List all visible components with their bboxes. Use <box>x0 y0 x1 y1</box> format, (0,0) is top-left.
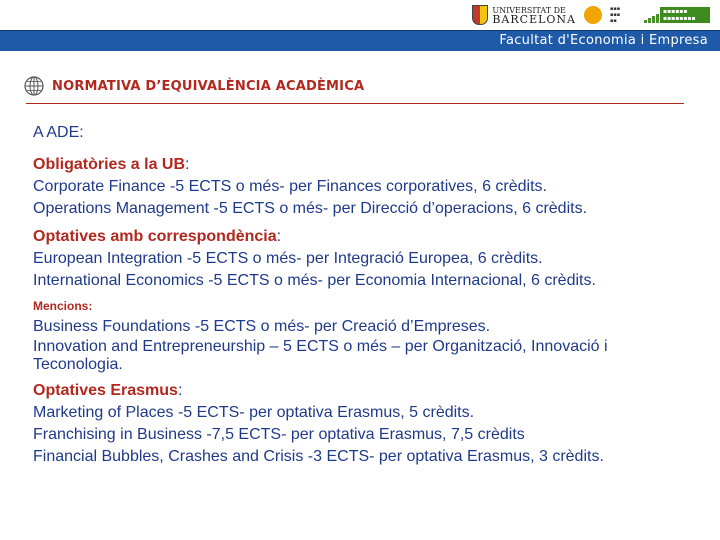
partner-circle-logo-icon <box>584 6 602 24</box>
group-heading-optatives: Optatives amb correspondència: <box>33 228 282 245</box>
main-content <box>33 122 693 468</box>
list-item: Corporate Finance -5 ECTS o més- per Finances corporatives, 6 crèdits. <box>33 178 547 195</box>
section-title-row <box>24 76 364 96</box>
list-item: International Economics -5 ECTS o més- per Economia Internacional, 6 crèdits. <box>33 272 596 289</box>
group-heading-obligatories: Obligatòries a la UB: <box>33 156 190 173</box>
list-item: Innovation and Entrepreneurship – 5 ECTS o més – per Organització, Innovació i Teconologia. <box>33 338 608 373</box>
ade-label: A ADE <box>33 124 80 141</box>
list-item: European Integration -5 ECTS o més- per Integració Europea, 6 crèdits. <box>33 250 543 267</box>
university-name-line1: UNIVERSITAT DE <box>492 6 566 15</box>
partner-text-logo-icon: ▪▪▪ ▪▪▪ ▪▪ <box>610 6 621 24</box>
university-logo <box>472 5 576 25</box>
globe-icon <box>24 76 44 96</box>
faculty-name: Facultat d'Economia i Empresa <box>499 33 708 48</box>
bar-icon <box>644 20 647 23</box>
list-item: Operations Management -5 ECTS o més- per Direcció d’operacions, 6 crèdits. <box>33 200 588 217</box>
list-item: Franchising in Business -7,5 ECTS- per optativa Erasmus, 7,5 crèdits <box>33 426 525 443</box>
section-title: NORMATIVA D’EQUIVALÈNCIA ACADÈMICA <box>52 78 365 94</box>
title-divider <box>26 103 684 104</box>
bar-icon <box>648 18 651 23</box>
university-name-line2: BARCELONA <box>492 13 576 26</box>
international-logo-icon: ▪▪▪▪▪▪ ▪▪▪▪▪▪▪▪ <box>660 7 710 23</box>
group-heading-mencions: Mencions: <box>33 299 93 313</box>
header-bar <box>0 30 720 51</box>
logo-strip <box>472 2 710 28</box>
bar-icon <box>656 14 659 23</box>
list-item: Business Foundations -5 ECTS o més- per Creació d’Empreses. <box>33 318 491 335</box>
ade-label-line: A ADE: <box>33 124 84 141</box>
ub-shield-icon <box>472 5 488 25</box>
group-heading-erasmus: Optatives Erasmus: <box>33 382 183 399</box>
bar-icon <box>652 16 655 23</box>
international-logo <box>644 7 710 23</box>
list-item: Marketing of Places -5 ECTS- per optativa Erasmus, 5 crèdits. <box>33 404 475 421</box>
list-item: Financial Bubbles, Crashes and Crisis -3 ECTS- per optativa Erasmus, 3 crèdits. <box>33 448 604 465</box>
